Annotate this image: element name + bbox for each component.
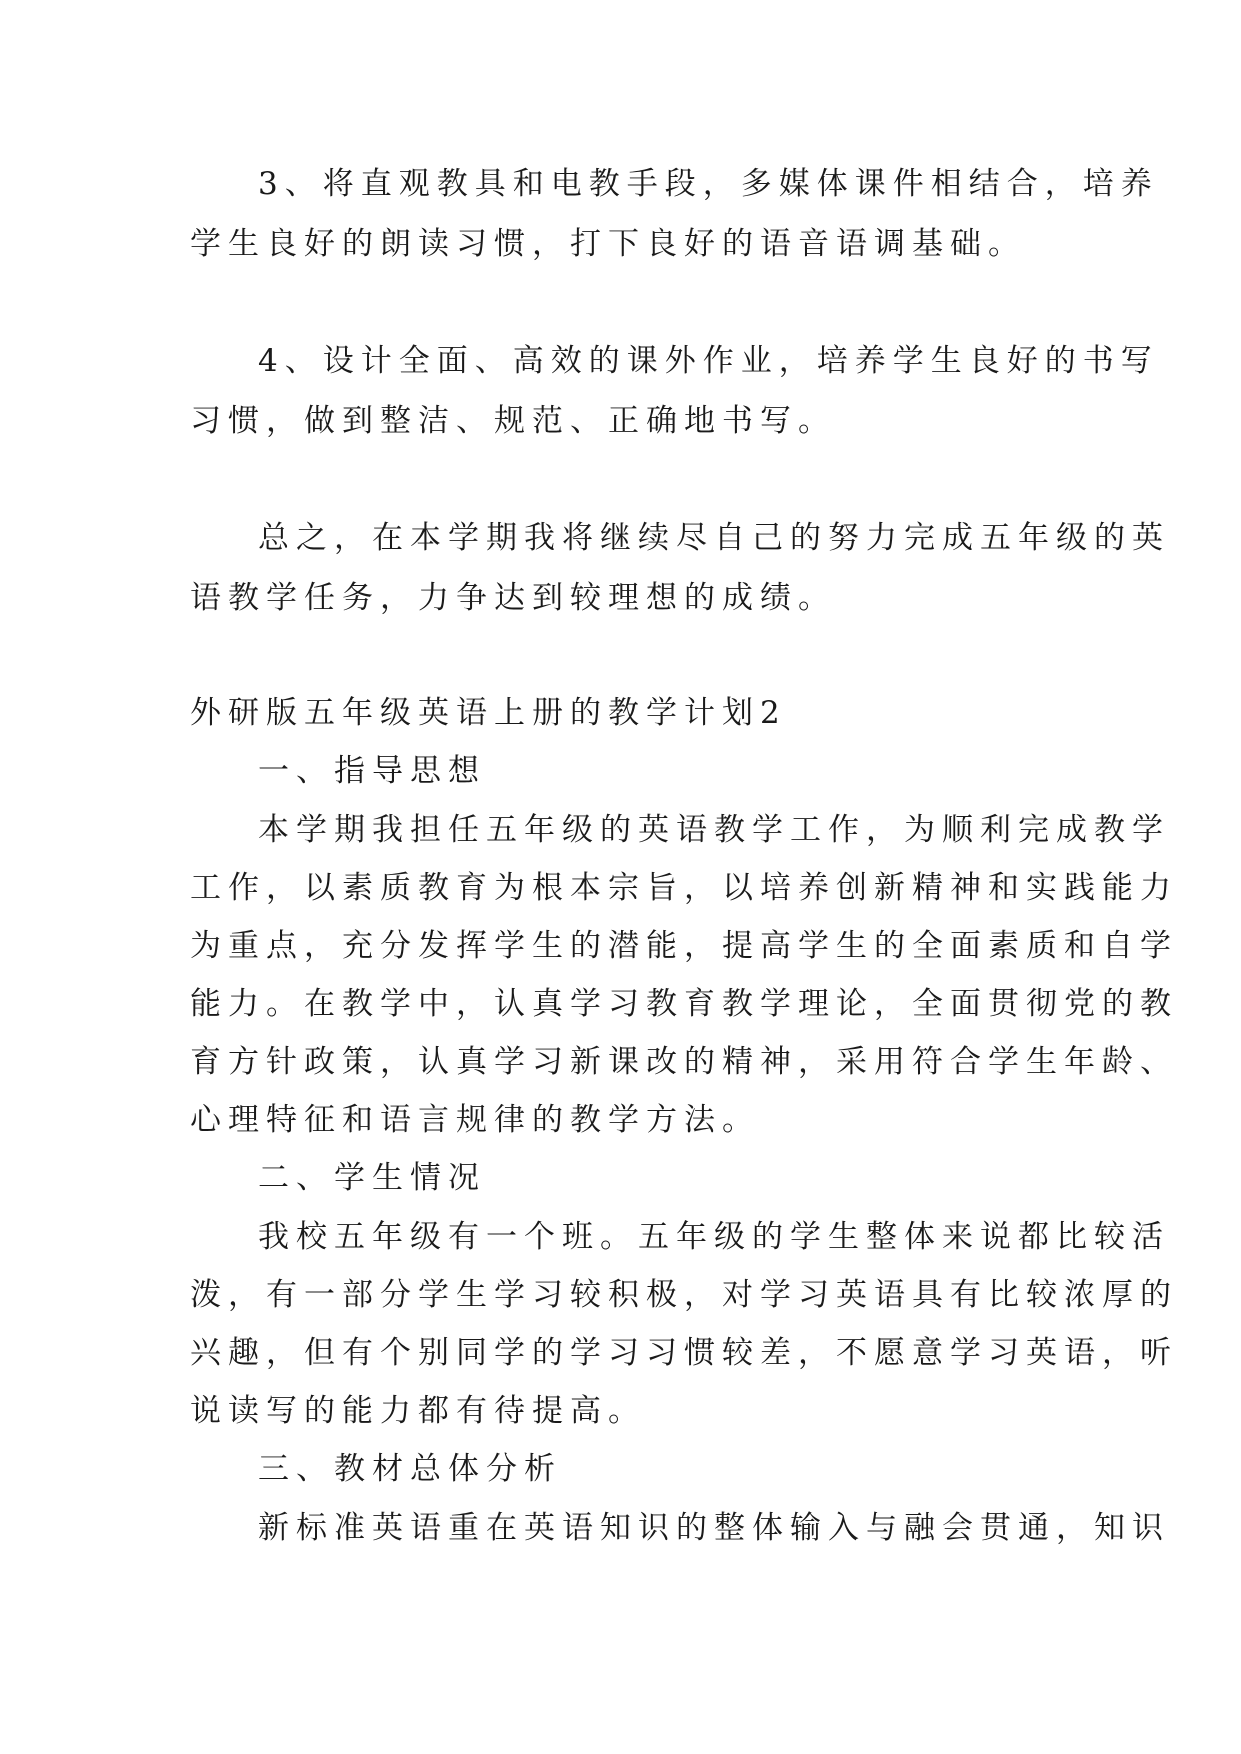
paragraph-line: 说读写的能力都有待提高。: [190, 1393, 646, 1429]
heading-guiding-thought: 一、指导思想: [258, 753, 486, 789]
paragraph-line: 心理特征和语言规律的教学方法。: [190, 1102, 760, 1138]
paragraph-line: 兴趣，但有个别同学的学习习惯较差，不愿意学习英语，听: [190, 1335, 1178, 1371]
paragraph-line: 习惯，做到整洁、规范、正确地书写。: [190, 403, 836, 439]
paragraph-line: 工作，以素质教育为根本宗旨，以培养创新精神和实践能力: [190, 870, 1178, 906]
paragraph-line: 学生良好的朗读习惯，打下良好的语音语调基础。: [190, 226, 1026, 262]
paragraph-line: 3、将直观教具和电教手段，多媒体课件相结合，培养: [258, 166, 1159, 202]
paragraph-line: 泼，有一部分学生学习较积极，对学习英语具有比较浓厚的: [190, 1277, 1178, 1313]
section-title: 外研版五年级英语上册的教学计划2: [190, 695, 787, 731]
heading-textbook-analysis: 三、教材总体分析: [258, 1451, 562, 1487]
paragraph-line: 新标准英语重在英语知识的整体输入与融会贯通，知识: [258, 1510, 1170, 1546]
heading-student-situation: 二、学生情况: [258, 1160, 486, 1196]
paragraph-line: 语教学任务，力争达到较理想的成绩。: [190, 580, 836, 616]
paragraph-line: 4、设计全面、高效的课外作业，培养学生良好的书写: [258, 343, 1159, 379]
paragraph-line: 能力。在教学中，认真学习教育教学理论，全面贯彻党的教: [190, 986, 1178, 1022]
paragraph-line: 为重点，充分发挥学生的潜能，提高学生的全面素质和自学: [190, 928, 1178, 964]
paragraph-line: 本学期我担任五年级的英语教学工作，为顺利完成教学: [258, 812, 1170, 848]
paragraph-line: 育方针政策，认真学习新课改的精神，采用符合学生年龄、: [190, 1044, 1178, 1080]
paragraph-line: 总之，在本学期我将继续尽自己的努力完成五年级的英: [258, 520, 1170, 556]
paragraph-line: 我校五年级有一个班。五年级的学生整体来说都比较活: [258, 1219, 1170, 1255]
